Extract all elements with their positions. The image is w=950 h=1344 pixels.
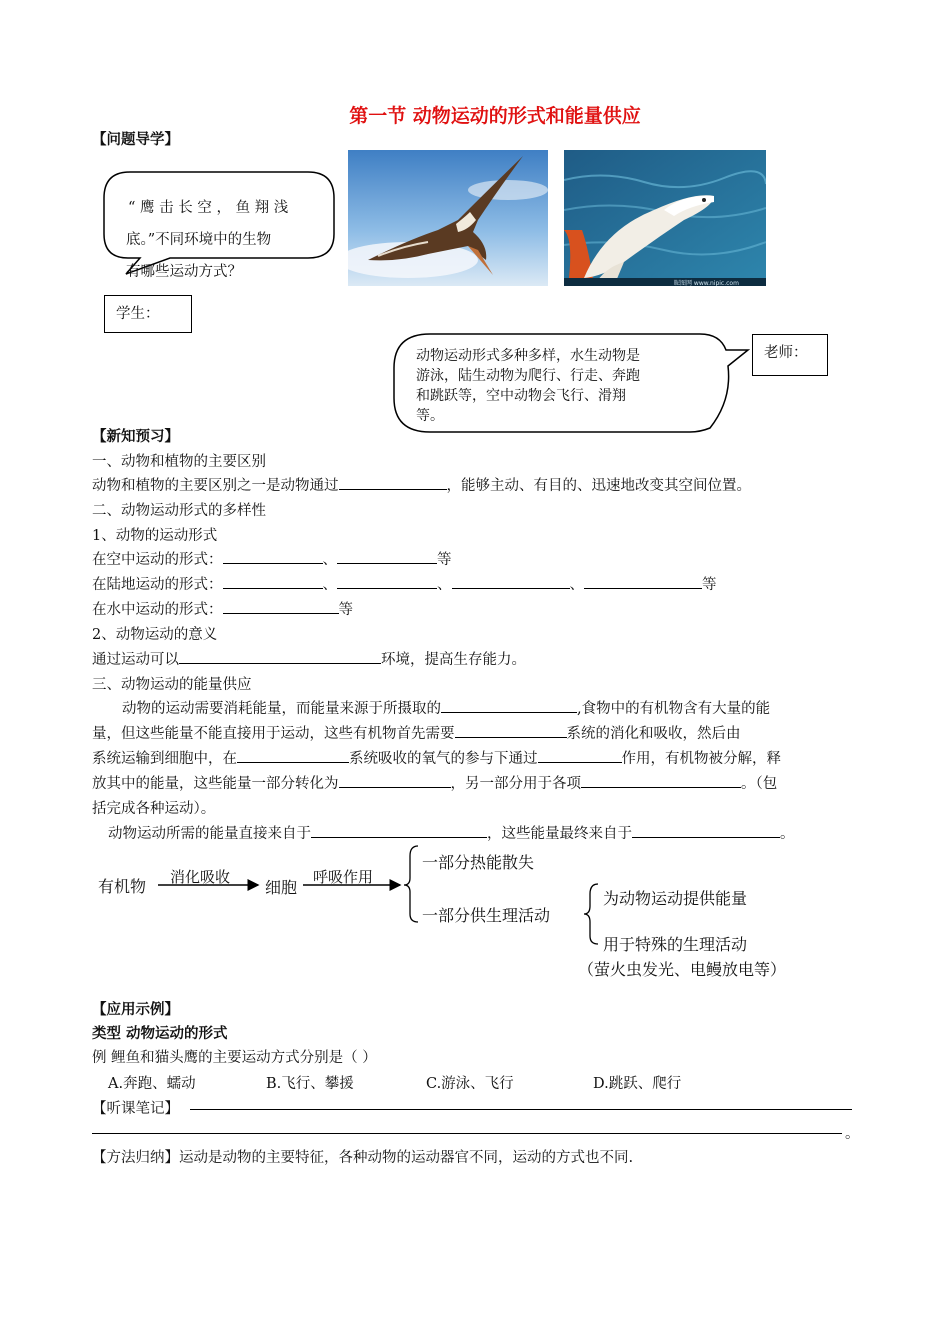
energy-line-5: 括完成各种运动）。 — [92, 801, 216, 817]
question-line-3: 有哪些运动方式？ — [126, 264, 242, 280]
fish-image — [564, 150, 766, 286]
heading-1: 一、动物和植物的主要区别 — [92, 454, 266, 470]
blank-food[interactable] — [441, 697, 577, 713]
section-preview: 【新知预习】 — [92, 429, 179, 445]
eagle-image — [348, 150, 548, 286]
method-summary: 【方法归纳】运动是动物的主要特征，各种动物的运动器官不同，运动的方式也不同. — [92, 1150, 634, 1166]
blank-air-2[interactable] — [337, 548, 437, 564]
teacher-bubble-line-1: 动物运动形式多种多样，水生动物是 — [416, 348, 640, 364]
energy-line-2: 量，但这些能量不能直接用于运动，这些有机物首先需要 系统的消化和吸收，然后由 — [92, 722, 741, 743]
blank-direct-source[interactable] — [311, 822, 487, 838]
blank-1[interactable] — [339, 474, 447, 490]
energy-line-3: 系统运输到细胞中，在 系统吸收的氧气的参与下通过 作用，有机物被分解，释 — [92, 747, 781, 768]
teacher-bubble-line-4: 等。 — [416, 408, 444, 424]
flow-motion: 为动物运动提供能量 — [603, 889, 748, 908]
notes-end: 。 — [845, 1126, 860, 1142]
blank-water[interactable] — [223, 598, 339, 614]
page-title: 第一节 动物运动的形式和能量供应 — [349, 105, 641, 127]
flow-heat: 一部分热能散失 — [422, 853, 535, 872]
notes-line-1[interactable] — [190, 1109, 852, 1110]
image-watermark: 昵图网 www.nipic.com — [674, 280, 739, 286]
section-example: 【应用示例】 — [92, 1002, 179, 1018]
blank-activities[interactable] — [581, 772, 741, 788]
brace-2 — [584, 884, 598, 944]
blank-digestive[interactable] — [455, 722, 567, 738]
heading-2-1: 1、动物的运动形式 — [92, 528, 218, 544]
energy-line-6: 动物运动所需的能量直接来自于 ，这些能量最终来自于 。 — [108, 822, 795, 843]
blank-meaning[interactable] — [179, 648, 381, 664]
question-line-2: 底。”不同环境中的生物 — [126, 232, 272, 248]
brace-1 — [404, 846, 418, 922]
question-line-1: “ 鹰 击 长 空 ， 鱼 翔 浅 — [128, 200, 289, 216]
teacher-bubble-line-2: 游泳，陆生动物为爬行、行走、奔跑 — [416, 368, 640, 384]
heading-3: 三、动物运动的能量供应 — [92, 677, 252, 693]
notes-label: 【听课笔记】 — [92, 1101, 179, 1117]
option-b[interactable]: B.飞行、攀援 — [266, 1076, 354, 1092]
flow-cell: 细胞 — [265, 878, 298, 897]
option-a[interactable]: A.奔跑、蠕动 — [108, 1076, 196, 1092]
flow-digest-label: 消化吸收 — [170, 868, 231, 886]
option-c[interactable]: C.游泳、飞行 — [426, 1076, 514, 1092]
paragraph-1: 动物和植物的主要区别之一是动物通过 ，能够主动、有目的、迅速地改变其空间位置。 — [92, 474, 751, 495]
blank-land-2[interactable] — [337, 573, 437, 589]
teacher-bubble-line-3: 和跳跃等，空中动物会飞行、滑翔 — [416, 388, 626, 404]
example-type: 类型 动物运动的形式 — [92, 1026, 228, 1042]
land-movement: 在陆地运动的形式： 、 、 、 等 — [92, 573, 717, 594]
eagle-icon — [348, 150, 548, 286]
blank-respiratory[interactable] — [237, 747, 349, 763]
flow-respiration-label: 呼吸作用 — [313, 868, 374, 886]
notes-line-2[interactable] — [92, 1133, 842, 1134]
option-d[interactable]: D.跳跃、爬行 — [593, 1076, 682, 1092]
blank-land-3[interactable] — [452, 573, 570, 589]
water-movement: 在水中运动的形式： 等 — [92, 598, 353, 619]
blank-land-1[interactable] — [223, 573, 323, 589]
flow-special: 用于特殊的生理活动 — [603, 935, 748, 954]
example-question: 例 鲤鱼和猫头鹰的主要运动方式分别是（ ） — [92, 1050, 377, 1066]
teacher-label: 老师： — [764, 345, 808, 361]
air-movement: 在空中运动的形式： 、 等 — [92, 548, 452, 569]
blank-air-1[interactable] — [223, 548, 323, 564]
blank-land-4[interactable] — [584, 573, 702, 589]
flow-life: 一部分供生理活动 — [422, 906, 551, 925]
energy-line-1: 动物的运动需要消耗能量，而能量来源于所摄取的 ,食物中的有机物含有大量的能 — [122, 697, 770, 718]
koi-fish-icon — [564, 150, 766, 286]
energy-line-4: 放其中的能量，这些能量一部分转化为 ，另一部分用于各项 。（包 — [92, 772, 777, 793]
blank-respiration[interactable] — [538, 747, 622, 763]
flow-special-note: （萤火虫发光、电鳗放电等） — [578, 960, 787, 979]
heading-2: 二、动物运动形式的多样性 — [92, 503, 266, 519]
blank-final-source[interactable] — [632, 822, 780, 838]
meaning-line: 通过运动可以 环境，提高生存能力。 — [92, 648, 526, 669]
flow-organic: 有机物 — [98, 877, 147, 896]
heading-2-2: 2、动物运动的意义 — [92, 627, 218, 643]
blank-heat[interactable] — [339, 772, 451, 788]
student-label: 学生： — [116, 306, 160, 322]
section-guide: 【问题导学】 — [92, 132, 179, 148]
